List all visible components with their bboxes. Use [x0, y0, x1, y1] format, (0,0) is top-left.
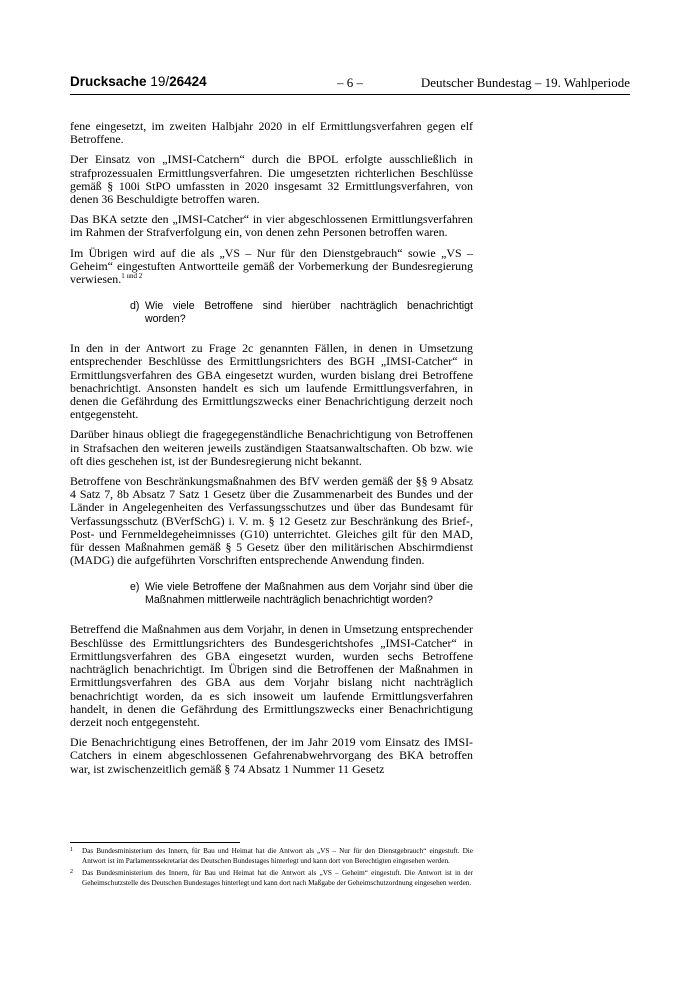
doc-number-id: 26424: [169, 74, 207, 89]
paragraph: fene eingesetzt, im zweiten Halbjahr 2020 in elf Ermittlungsverfahren gegen elf Betroffene.: [70, 119, 473, 147]
footnote-separator: [70, 842, 240, 843]
question-letter: e): [130, 581, 140, 594]
footnote-number: 2: [70, 868, 73, 875]
footnote-text: Das Bundesministerium des Innern, für Bau und Heimat hat die Antwort als „VS – Nur für den Dienstgebrauch“ eingestuft. Die Antwort ist im Parlamentssekretariat des Deutschen Bundestages hinterlegt und kann dort von Berechtigten eingesehen werden.: [82, 847, 473, 866]
paragraph: Betreffend die Maßnahmen aus dem Vorjahr, in denen in Umsetzung entsprechender Beschlüsse des Ermittlungsrichters des Bundesgerichtshofes „IMSI-Catcher“ in Ermittlungsverfahren des GBA eingesetzt wurden, wurden sechs Betroffene nachträglich benachrichtigt. Im Übrigen sind die Betroffenen der Maßnahmen in Ermittlungsverfahren des GBA aus dem Vorjahr bislang nicht nachträglich benachrichtigt worden, da es sich insoweit um laufende Ermittlungsverfahren handelt, in denen die Gefährdung des Ermittlungszwecks einer Benachrichtigung derzeit noch entgegensteht.: [70, 622, 473, 729]
paragraph: Das BKA setzte den „IMSI-Catcher“ in vier abgeschlossenen Ermittlungsverfahren im Rahmen der Strafverfolgung ein, von denen zehn Personen betroffen waren.: [70, 212, 473, 240]
parliament-period: Deutscher Bundestag – 19. Wahlperiode: [420, 75, 630, 90]
footnote-text: Das Bundesministerium des Innern, für Bau und Heimat hat die Antwort als „VS – Geheim“ eingestuft. Die Antwort ist in der Geheimschutzstelle des Deutschen Bundestages hinterlegt und kann dort nach Maßgabe der Geheimschutzordnung eingesehen werden.: [82, 868, 473, 887]
body-text: [70, 120, 473, 783]
page-number: – 6 –: [337, 75, 363, 90]
question-letter: d): [130, 300, 140, 313]
footnote-number: 1: [70, 847, 73, 853]
page-header: [70, 74, 630, 95]
footnote: [70, 868, 473, 889]
footnote-reference: 1 und 2: [121, 272, 143, 281]
question-text: Wie viele Betroffene sind hierüber nachträglich benachrichtigt worden?: [145, 300, 473, 326]
doc-number-period: 19/: [150, 74, 170, 89]
paragraph: Die Benachrichtigung eines Betroffenen, der im Jahr 2019 vom Einsatz des IMSI-Catchers in einem abgeschlossenen Gefahrenabwehrvorgang des BKA betroffen war, ist zwischenzeitlich gemäß § 74 Absatz 1 Nummer 11 Gesetz: [70, 735, 473, 776]
question-text: Wie viele Betroffene der Maßnahmen aus dem Vorjahr sind über die Maßnahmen mittlerweile nachträglich benachrichtigt worden?: [145, 581, 473, 607]
paragraph: In den in der Antwort zu Frage 2c genannten Fällen, in denen in Umsetzung entsprechender Beschlüsse des Ermittlungsrichters des BGH „IMSI-Catcher“ in Ermittlungsverfahren des GBA eingesetzt wurden, wurden bislang drei Betroffene benachrichtigt. Ansonsten handelt es sich um laufende Ermittlungsverfahren, in denen die Gefährdung des Ermittlungszwecks einer Benachrichtigung derzeit noch entgegensteht.: [70, 341, 473, 422]
doc-label: Drucksache: [70, 74, 147, 89]
paragraph: Darüber hinaus obliegt die fragegegenständliche Benachrichtigung von Betroffenen in Strafsachen den weiteren jeweils zuständigen Staatsanwaltschaften. Ob bzw. wie oft dies geschehen ist, ist der Bundesregierung nicht bekannt.: [70, 427, 473, 468]
paragraph: Betroffene von Beschränkungsmaßnahmen des BfV werden gemäß der §§ 9 Absatz 4 Satz 7, 8b Absatz 7 Satz 1 Gesetz über die Zusammenarbeit des Bundes und der Länder in Angelegenheiten des Verfassungsschutzes und über das Bundesamt für Verfassungsschutz (BVerfSchG) i. V. m. § 12 Gesetz zur Beschränkung des Brief-, Post- und Fernmeldegeheimnisses (G10) unterrichtet. Gleiches gilt für den MAD, für dessen Maßnahmen gemäß § 5 Gesetz über den militärischen Abschirmdienst (MADG) die aufgeführten Vorschriften entsprechende Anwendung finden.: [70, 474, 473, 568]
question-d: [70, 300, 473, 326]
footnotes: [70, 846, 473, 889]
question-e: [70, 581, 473, 607]
paragraph-text: Im Übrigen wird auf die als „VS – Nur für den Dienstgebrauch“ sowie „VS – Geheim“ eingestuften Antwortteile gemäß der Vorbemerkung der Bundesregierung verwiesen.: [70, 245, 473, 287]
paragraph-with-footnote-ref: [70, 247, 473, 287]
footnote: [70, 846, 473, 867]
paragraph: Der Einsatz von „IMSI-Catchern“ durch die BPOL erfolgte ausschließlich in strafprozessualen Ermittlungsverfahren. Die umgesetzten richterlichen Beschlüsse gemäß § 100i StPO umfassten in 2020 insgesamt 32 Ermittlungsverfahren, von denen 36 Beschuldigte betroffen waren.: [70, 152, 473, 207]
